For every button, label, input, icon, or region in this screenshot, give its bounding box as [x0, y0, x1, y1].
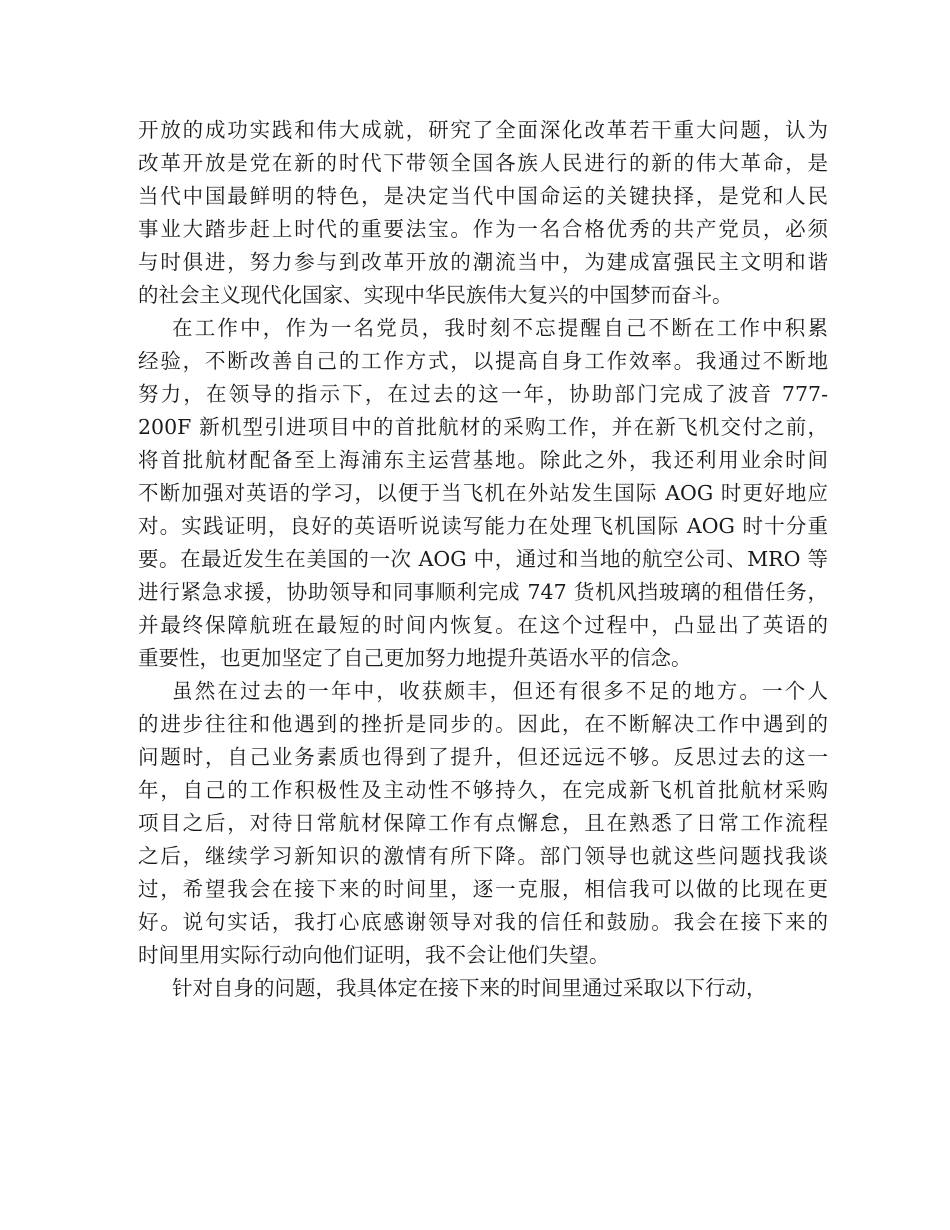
paragraph [138, 972, 828, 1005]
text-line: 努力，在领导的指示下，在过去的这一年，协助部门完成了波音 777- [138, 382, 828, 406]
text-line: 的进步往往和他遇到的挫折是同步的。因此，在不断解决工作中遇到的 [138, 712, 828, 736]
paragraph [138, 312, 828, 675]
text-line: 进行紧急求援，协助领导和同事顺利完成 747 货机风挡玻璃的租借任务， [138, 580, 828, 604]
paragraph [138, 675, 828, 972]
text-line: 并最终保障航班在最短的时间内恢复。在这个过程中，凸显出了英语的 [138, 613, 828, 637]
text-line: 200F 新机型引进项目中的首批航材的采购工作，并在新飞机交付之前， [138, 415, 828, 439]
text-line: 在工作中，作为一名党员，我时刻不忘提醒自己不断在工作中积累 [172, 316, 828, 340]
text-line: 时间里用实际行动向他们证明，我不会让他们失望。 [138, 943, 610, 967]
text-line: 之后，继续学习新知识的激情有所下降。部门领导也就这些问题找我谈 [138, 844, 828, 868]
text-line: 项目之后，对待日常航材保障工作有点懈怠，且在熟悉了日常工作流程 [138, 811, 828, 835]
text-line: 要。在最近发生在美国的一次 AOG 中，通过和当地的航空公司、MRO 等 [138, 547, 828, 571]
text-line: 过，希望我会在接下来的时间里，逐一克服，相信我可以做的比现在更 [138, 877, 828, 901]
text-line: 对。实践证明，良好的英语听说读写能力在处理飞机国际 AOG 时十分重 [138, 514, 828, 538]
paragraph [138, 114, 828, 312]
text-line: 经验，不断改善自己的工作方式，以提高自身工作效率。我通过不断地 [138, 349, 828, 373]
text-line: 虽然在过去的一年中，收获颇丰，但还有很多不足的地方。一个人 [172, 679, 828, 703]
text-line: 开放的成功实践和伟大成就，研究了全面深化改革若干重大问题，认为 [138, 118, 828, 142]
text-line: 当代中国最鲜明的特色，是决定当代中国命运的关键抉择，是党和人民 [138, 184, 828, 208]
text-line: 不断加强对英语的学习，以便于当飞机在外站发生国际 AOG 时更好地应 [138, 481, 828, 505]
text-line: 与时俱进，努力参与到改革开放的潮流当中，为建成富强民主文明和谐 [138, 250, 828, 274]
text-line: 重要性，也更加坚定了自己更加努力地提升英语水平的信念。 [138, 646, 692, 670]
text-line: 问题时，自己业务素质也得到了提升，但还远远不够。反思过去的这一 [138, 745, 828, 769]
text-line: 将首批航材配备至上海浦东主运营基地。除此之外，我还利用业余时间 [138, 448, 828, 472]
document-body [138, 114, 828, 1005]
text-line: 好。说句实话，我打心底感谢领导对我的信任和鼓励。我会在接下来的 [138, 910, 828, 934]
text-line: 的社会主义现代化国家、实现中华民族伟大复兴的中国梦而奋斗。 [138, 283, 733, 307]
text-line: 年，自己的工作积极性及主动性不够持久，在完成新飞机首批航材采购 [138, 778, 828, 802]
text-line: 改革开放是党在新的时代下带领全国各族人民进行的新的伟大革命，是 [138, 151, 828, 175]
text-line: 针对自身的问题，我具体定在接下来的时间里通过采取以下行动， [172, 976, 767, 1000]
text-line: 事业大踏步赶上时代的重要法宝。作为一名合格优秀的共产党员，必须 [138, 217, 828, 241]
